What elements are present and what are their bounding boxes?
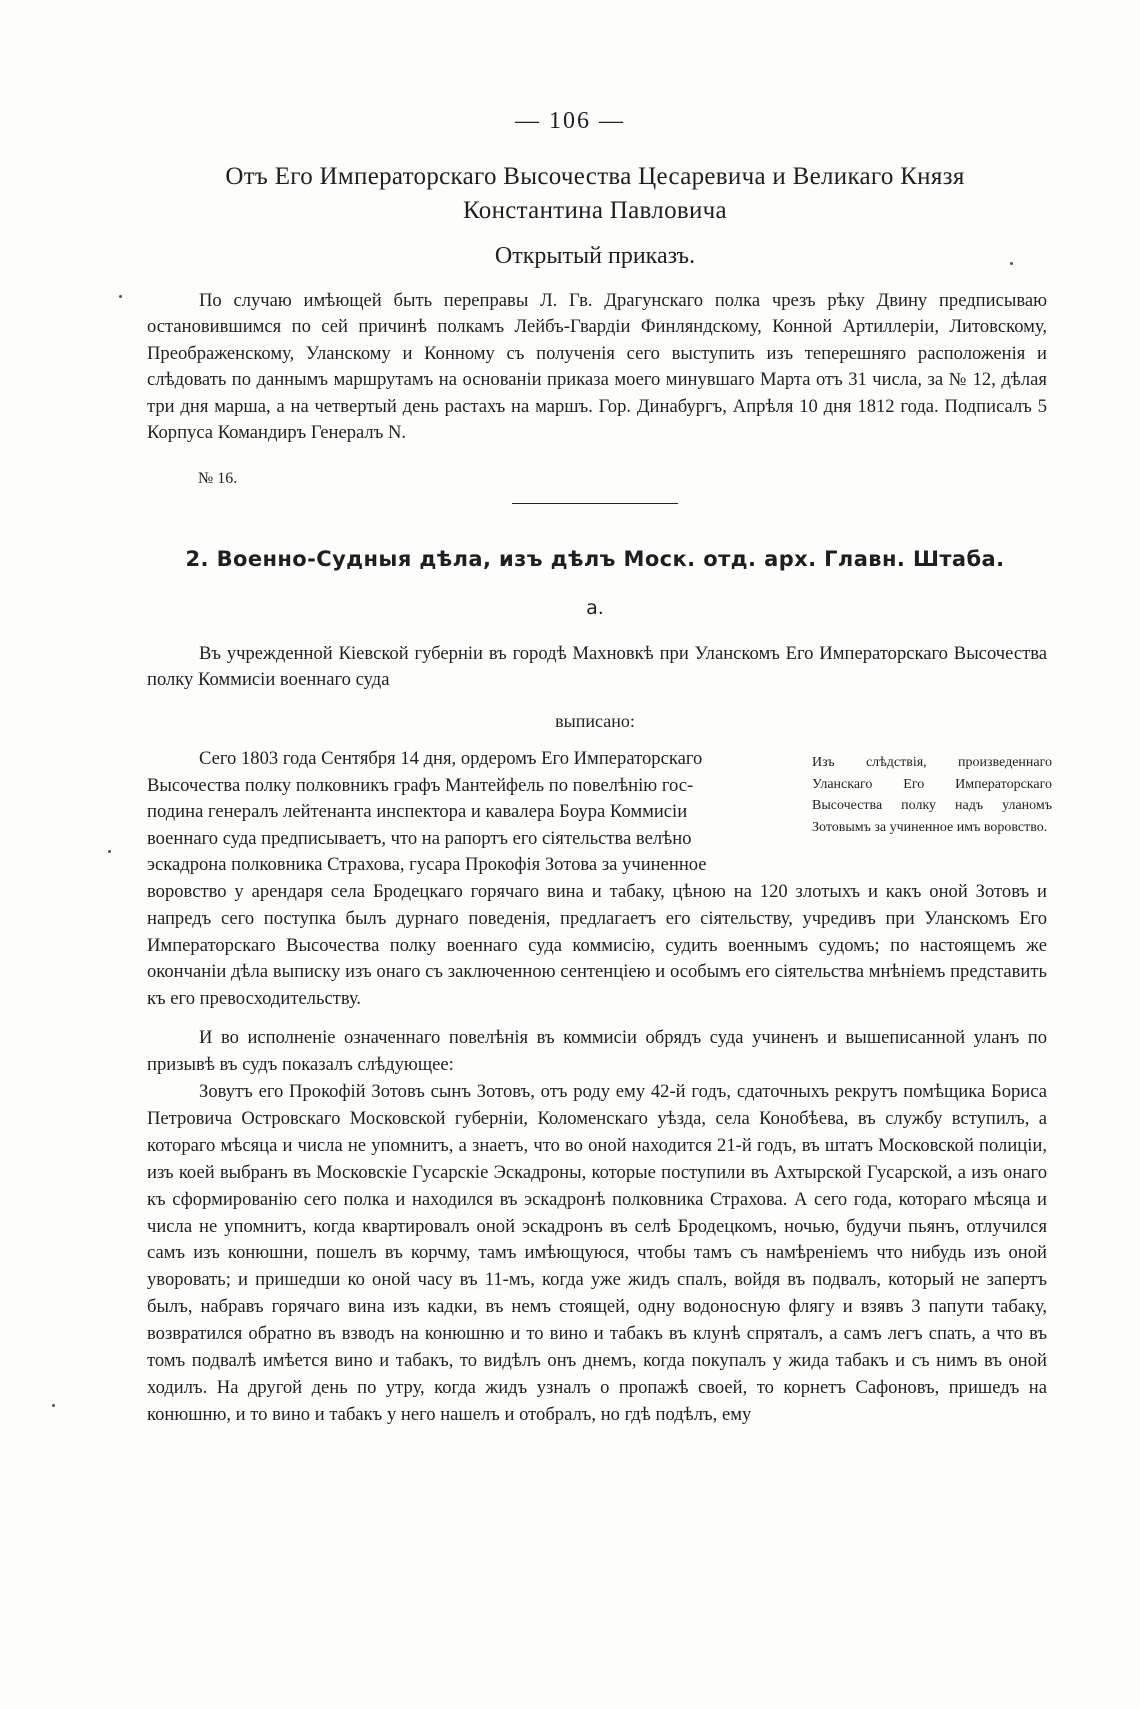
scan-speck bbox=[119, 295, 122, 298]
section-divider bbox=[512, 503, 678, 504]
order-text: По случаю имѣющей быть переправы Л. Гв. Драгунскаго полка чрезъ рѣку Двину предписываю остановившимся по сей причинѣ полкамъ Лейбъ-Гвардіи Финляндскому, Конной Артиллеріи, Литовскому, Преображенскому, Уланскому и Конному съ полученія сего выступить изъ теперешняго расположенія и слѣдовать по даннымъ маршрутамъ на основаніи приказа моего минувшаго Марта отъ 31 числа, за № 12, дѣлая три дня марша, а на четвертый день растахъ на маршъ. Гор. Динабургъ, Апрѣля 10 дня 1812 года. Подписалъ 5 Корпуса Командиръ Генералъ N. bbox=[147, 290, 1047, 444]
order-paragraph bbox=[147, 288, 1047, 446]
heading-line-1: Отъ Его Императорскаго Высочества Цесаревича и Великаго Князя bbox=[225, 163, 965, 190]
column-line: Сего 1803 года Сентября 14 дня, ордеромъ Его Императорскаго bbox=[199, 748, 703, 769]
scan-speck bbox=[1010, 262, 1013, 265]
page-number: — 106 — bbox=[515, 108, 625, 134]
section-title: 2. Военно-Судныя дѣла, изъ дѣлъ Моск. отд. арх. Главн. Штаба. bbox=[185, 547, 1005, 571]
commission-intro-paragraph bbox=[147, 641, 1047, 694]
column-line: эскадрона полковника Страхова, гусара Прокофія Зотова за учиненное bbox=[147, 854, 707, 876]
column-line: военнаго суда предписываетъ, что на рапортъ его сіятельства велѣно bbox=[147, 827, 692, 849]
section-letter: а. bbox=[586, 597, 604, 619]
column-line: Высочества полку полковникъ графъ Мантейфель по повелѣнію гос- bbox=[147, 774, 694, 796]
body-paragraph-2 bbox=[147, 1025, 1047, 1079]
body-text-1: воровство у арендаря села Бродецкаго горячаго вина и табаку, цѣною на 120 злотыхъ и какъ оной Зотовъ и напредъ сего поступка былъ дурнаго поведенія, предлагаетъ его сіятельству, учредивъ при Уланскомъ Его Императорскаго Высочества полку военнаго суда коммисію, судить военнымъ судомъ; по настоящемъ же окончаніи дѣла выписку изъ онаго съ заключенною сентенціею и особымъ его сіятельства мнѣніемъ представить къ его превосходительству. bbox=[147, 881, 1047, 1010]
commission-intro: Въ учрежденной Кіевской губерніи въ городѣ Махновкѣ при Уланскомъ Его Императорскаго Высочества полку Коммисіи военнаго суда bbox=[147, 643, 1047, 691]
order-number: № 16. bbox=[198, 470, 238, 487]
scan-speck bbox=[108, 850, 111, 853]
body-paragraph-3 bbox=[147, 1079, 1047, 1429]
order-title: Открытый приказъ. bbox=[494, 243, 696, 269]
body-paragraph-1 bbox=[147, 879, 1047, 1013]
body-text-2: И во исполненіе означеннаго повелѣнія въ коммисіи обрядъ суда учиненъ и вышеписанной уланъ по призывѣ въ судъ показалъ слѣдующее: bbox=[147, 1027, 1047, 1075]
margin-note: Изъ слѣдствія, произведеннаго Уланскаго Его Императорскаго Высочества полку надъ уланомъ Зотовымъ за учиненное имъ воровство. bbox=[812, 755, 1052, 835]
body-text-3: Зовутъ его Прокофій Зотовъ сынъ Зотовъ, отъ роду ему 42-й годъ, сдаточныхъ рекрутъ помѣщика Бориса Петровича Островскаго Московской губерніи, Коломенскаго уѣзда, села Конобѣева, въ службу вступилъ, а котораго мѣсяца и числа не упомнитъ, а знаетъ, что во оной находится 21-й годъ, въ штатъ Московской полиціи, изъ коей выбранъ въ Московскіе Гусарскіе Эскадроны, которые поступили въ Ахтырской Гусарской, а изъ онаго къ сформированію сего полка и находился въ эскадронѣ полковника Страхова. А сего года, котораго мѣсяца и числа не упомнитъ, когда квартировалъ оной эскадронъ въ селѣ Бродецкомъ, ночью, будучи пьянъ, отлучился самъ изъ конюшни, пошелъ въ корчму, тамъ имѣющуюся, чтобы тамъ съ намѣреніемъ что нибудь изъ оной уворовать; и пришедши ко оной часу въ 11-мъ, когда уже жидъ спалъ, войдя въ подвалъ, который не запертъ былъ, набравъ горячаго вина изъ кадки, въ немъ стоящей, одну водоносную флягу и взявъ 3 папути табаку, возвратился обратно въ взводъ на конюшню и то вино и табакъ въ клунѣ спряталъ, а самъ легъ спать, а что въ томъ подвалѣ имѣется вино и табакъ, то видѣлъ онъ днемъ, когда покупалъ у жида табакъ и съ нимъ въ оной ходилъ. На другой день по утру, когда жидъ узналъ о пропажѣ своей, то корнетъ Сафоновъ, пришедъ на конюшню, и то вино и табакъ у него нашелъ и отобралъ, но гдѣ подѣлъ, ему bbox=[147, 1081, 1047, 1425]
extracted-label: выписано: bbox=[555, 711, 635, 731]
heading-line-2: Константина Павловича bbox=[463, 197, 727, 224]
scan-speck bbox=[52, 1404, 55, 1407]
column-line: подина генералъ лейтенанта инспектора и кавалера Боура Коммисіи bbox=[147, 801, 688, 823]
narrow-column-text bbox=[147, 746, 793, 879]
